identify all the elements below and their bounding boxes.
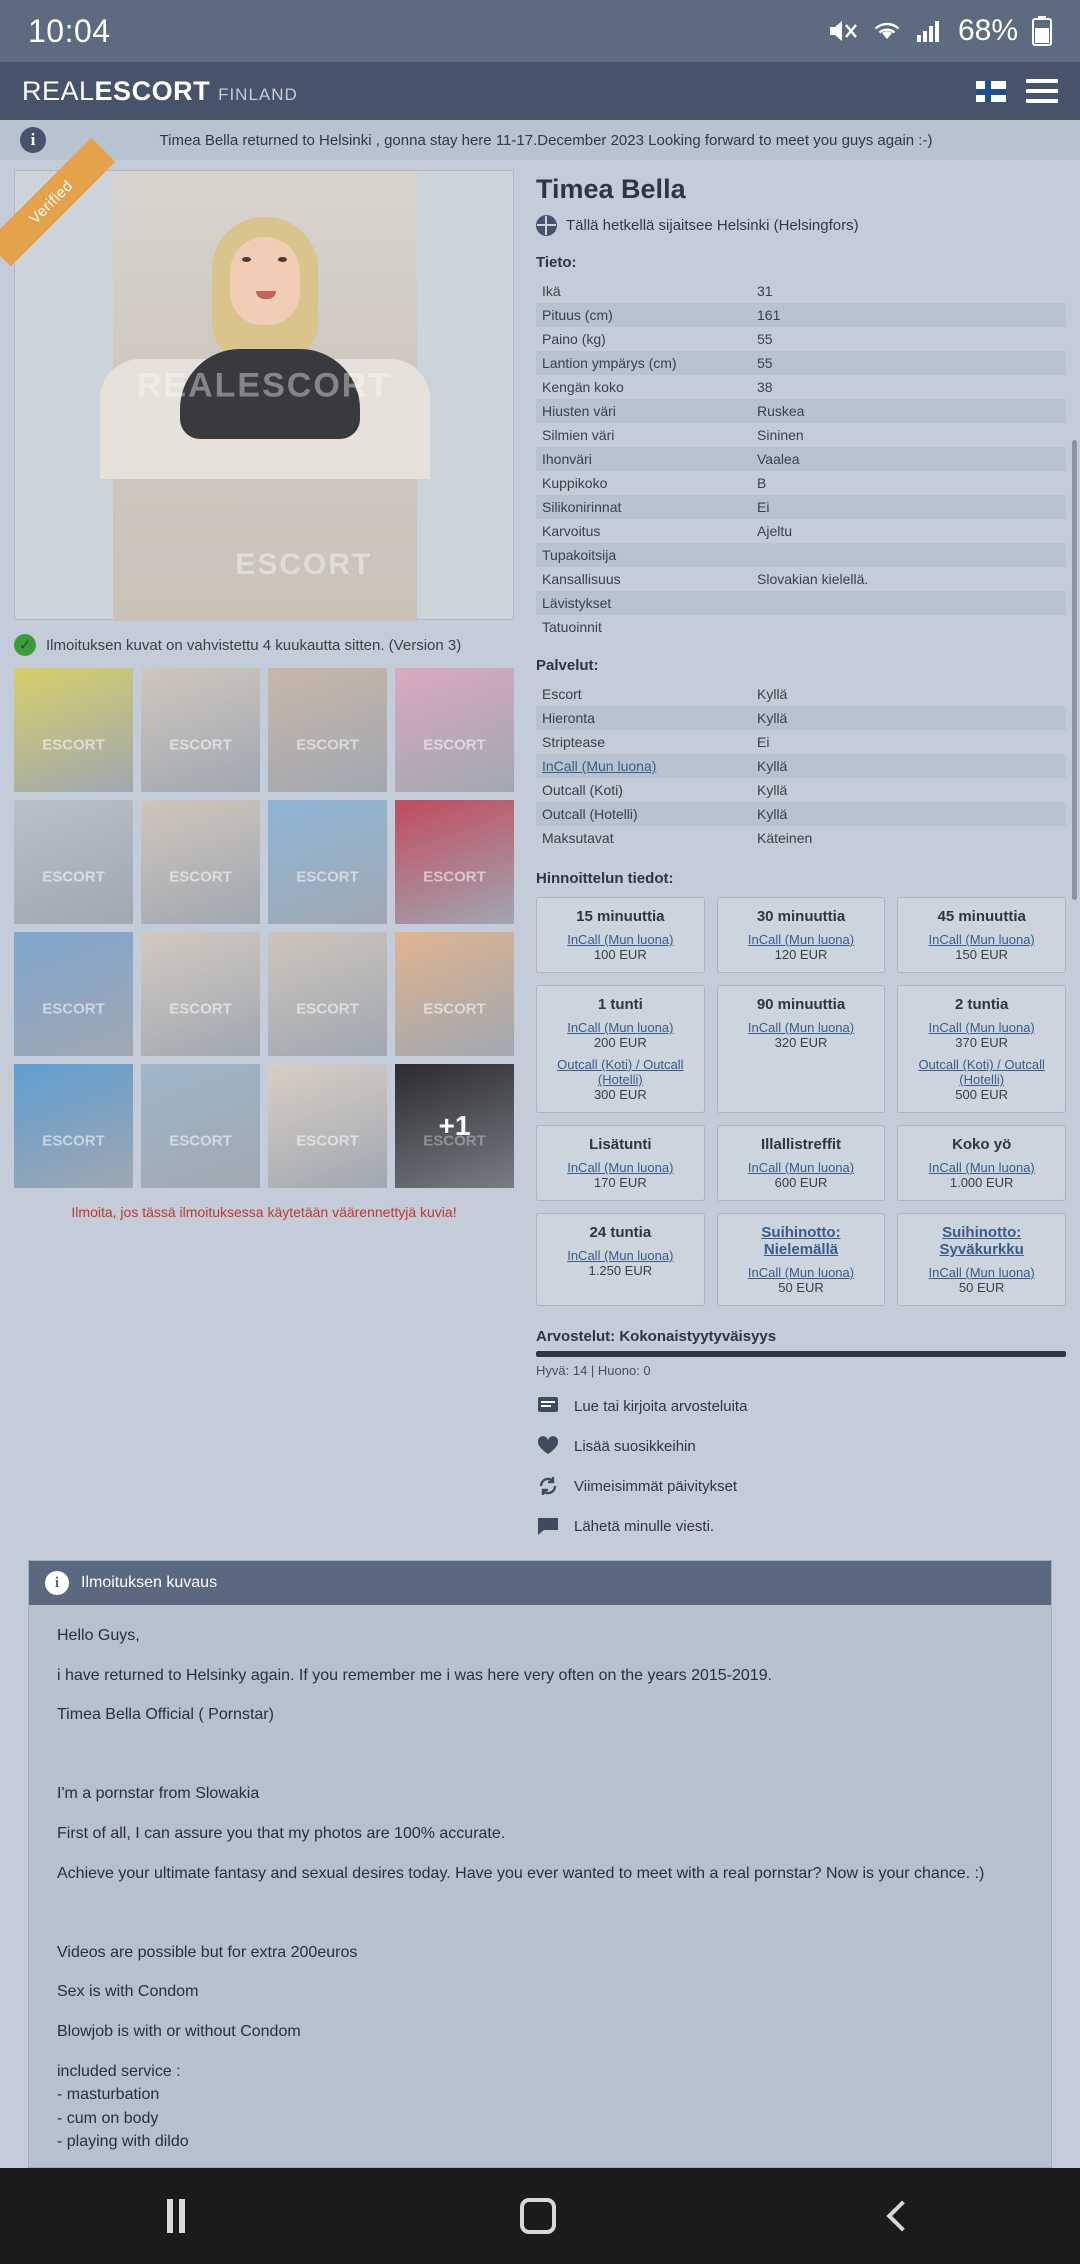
mute-icon [828, 18, 858, 44]
price-type-link[interactable]: InCall (Mun luona) [928, 1160, 1035, 1175]
row-key: Karvoitus [542, 523, 601, 539]
price-card[interactable] [897, 1125, 1066, 1201]
price-type-link[interactable]: InCall (Mun luona) [747, 1265, 855, 1280]
scrollbar[interactable] [1072, 440, 1077, 900]
price-card-title: 90 minuuttia [756, 996, 846, 1013]
description-paragraph: included service : [57, 2062, 181, 2080]
table-row [536, 471, 1066, 495]
row-key: Pituus (cm) [542, 307, 613, 323]
signal-icon [916, 19, 942, 43]
price-card-title: 2 tuntia [954, 996, 1009, 1013]
action-item[interactable] [536, 1474, 1066, 1498]
logo-country: FINLAND [218, 84, 298, 104]
verified-ribbon: Verified [0, 138, 115, 267]
table-row [536, 399, 1066, 423]
price-card-title: 15 minuuttia [576, 908, 665, 925]
pricing-title: Hinnoittelun tiedot: [536, 870, 674, 887]
price-card-title: 1 tunti [597, 996, 643, 1013]
row-value: Käteinen [757, 830, 813, 846]
price-value: 100 EUR [593, 947, 647, 962]
row-value [757, 619, 1060, 635]
description-paragraph: Timea Bella Official ( Pornstar) [57, 1706, 274, 1724]
description-paragraph: Blowjob is with or without Condom [57, 2022, 301, 2040]
details-column [536, 170, 1066, 1538]
row-value: 55 [757, 331, 773, 347]
action-item[interactable] [536, 1394, 1066, 1418]
price-card[interactable] [897, 1213, 1066, 1306]
report-fake-link[interactable]: Ilmoita, jos tässä ilmoituksessa käytetään väärennettyjä kuvia! [71, 1204, 457, 1220]
table-row [536, 706, 1066, 730]
gallery-thumbnail[interactable] [395, 1064, 514, 1188]
gallery-thumbnail[interactable] [141, 800, 260, 924]
table-row [536, 826, 1066, 850]
price-value: 500 EUR [955, 1087, 1009, 1102]
logo-bold: ESCORT [94, 75, 211, 106]
action-item[interactable] [536, 1514, 1066, 1538]
price-card-title[interactable]: Suihinotto: Nielemällä [761, 1224, 841, 1258]
description-panel [28, 1560, 1052, 2168]
photo-watermark: REALESCORT [136, 366, 392, 405]
price-card-title: 45 minuuttia [937, 908, 1026, 925]
gallery-column [14, 170, 514, 1230]
main-photo[interactable] [14, 170, 514, 620]
row-key: Kuppikoko [542, 475, 608, 491]
row-value: 38 [757, 379, 773, 395]
price-card[interactable] [536, 1213, 705, 1306]
row-value: Kyllä [757, 758, 788, 774]
row-key: Lantion ympärys (cm) [542, 355, 677, 371]
rating-summary: Hyvä: 14 | Huono: 0 [536, 1363, 651, 1378]
row-key: Striptease [542, 734, 606, 750]
price-card-title: Lisätunti [589, 1136, 652, 1153]
info-table [536, 279, 1066, 639]
price-value: 200 EUR [593, 1035, 647, 1050]
price-type-link[interactable]: InCall (Mun luona) [567, 1160, 674, 1175]
thumbnail-grid [14, 668, 514, 1188]
row-key: Paino (kg) [542, 331, 606, 347]
pricing-grid [536, 897, 1066, 1306]
price-card[interactable] [897, 897, 1066, 973]
battery-icon [1032, 16, 1052, 46]
location-line [536, 215, 1066, 236]
row-key: Kengän koko [542, 379, 624, 395]
description-paragraph: - masturbation [57, 2086, 160, 2104]
table-row [536, 543, 1066, 567]
action-label: Lähetä minulle viesti. [574, 1517, 715, 1535]
row-value: Kyllä [757, 782, 788, 798]
gallery-more-count[interactable]: +1 [395, 1064, 514, 1188]
row-value: Ei [757, 734, 770, 750]
table-row [536, 682, 1066, 706]
row-key[interactable]: InCall (Mun luona) [542, 758, 657, 774]
gallery-thumbnail[interactable] [14, 800, 133, 924]
price-card[interactable] [717, 1125, 886, 1201]
row-key: Outcall (Hotelli) [542, 806, 638, 822]
row-value: Ajeltu [757, 523, 793, 539]
price-value: 600 EUR [774, 1175, 828, 1190]
table-row [536, 423, 1066, 447]
row-value: Sininen [757, 427, 804, 443]
logo-prefix: REAL [22, 75, 95, 106]
page-title: Timea Bella [536, 174, 686, 204]
description-paragraph: Hello Guys, [57, 1627, 140, 1644]
verification-text: Ilmoituksen kuvat on vahvistettu 4 kuukautta sitten. (Version 3) [46, 636, 462, 654]
table-row [536, 754, 1066, 778]
row-key: Tatuoinnit [542, 619, 602, 635]
row-value: Ei [757, 499, 770, 515]
description-header [29, 1561, 1051, 1605]
row-key: Tupakoitsija [542, 547, 617, 563]
thumbnail-watermark: ESCORT [423, 736, 486, 754]
gallery-thumbnail[interactable] [268, 932, 387, 1056]
thumbnail-watermark: ESCORT [169, 868, 232, 886]
row-value: 161 [757, 307, 781, 323]
table-row [536, 519, 1066, 543]
action-list [536, 1394, 1066, 1538]
gallery-thumbnail[interactable] [14, 668, 133, 792]
row-key: Hieronta [542, 710, 595, 726]
thumbnail-watermark: ESCORT [423, 868, 486, 886]
table-row [536, 730, 1066, 754]
review-icon [536, 1394, 560, 1418]
gallery-thumbnail[interactable] [268, 668, 387, 792]
gallery-thumbnail[interactable] [395, 800, 514, 924]
finland-flag-icon[interactable] [976, 81, 1006, 102]
row-value: 31 [757, 283, 773, 299]
services-title: Palvelut: [536, 657, 599, 674]
row-value: Ruskea [757, 403, 805, 419]
price-type-link[interactable]: InCall (Mun luona) [747, 1020, 855, 1035]
table-row [536, 591, 1066, 615]
description-paragraph: First of all, I can assure you that my photos are 100% accurate. [57, 1824, 506, 1842]
services-table [536, 682, 1066, 850]
gallery-thumbnail[interactable] [395, 932, 514, 1056]
thumbnail-watermark: ESCORT [42, 868, 105, 886]
row-key: Maksutavat [542, 830, 614, 846]
thumbnail-watermark: ESCORT [42, 1132, 105, 1150]
price-value: 1.000 EUR [949, 1175, 1014, 1190]
globe-icon [536, 215, 557, 236]
gallery-thumbnail[interactable] [14, 1064, 133, 1188]
info-title: Tieto: [536, 254, 577, 271]
description-paragraph: Sex is with Condom [57, 1983, 199, 2001]
price-card-title: 30 minuuttia [756, 908, 846, 925]
row-value: Vaalea [757, 451, 800, 467]
notice-message: Timea Bella returned to Helsinki , gonna stay here 11-17.December 2023 Looking forward to meet you guys again :-) [159, 131, 933, 149]
gallery-thumbnail[interactable] [268, 800, 387, 924]
row-value: Kyllä [757, 686, 788, 702]
price-type-link[interactable]: InCall (Mun luona) [928, 932, 1035, 947]
gallery-thumbnail[interactable] [395, 668, 514, 792]
row-key: Lävistykset [542, 595, 612, 611]
notice-bar [0, 120, 1080, 160]
thumbnail-watermark: ESCORT [423, 1132, 486, 1150]
check-icon: ✓ [14, 634, 36, 656]
gallery-thumbnail[interactable] [141, 932, 260, 1056]
message-icon [536, 1514, 560, 1538]
price-card-title: Koko yö [952, 1136, 1012, 1153]
thumbnail-watermark: ESCORT [296, 1132, 359, 1150]
table-row [536, 447, 1066, 471]
home-button[interactable] [520, 2198, 556, 2234]
action-item[interactable] [536, 1434, 1066, 1458]
price-value: 370 EUR [955, 1035, 1009, 1050]
description-paragraph: i have returned to Helsinky again. If you remember me i was here very often on the years 2015-2019. [57, 1666, 773, 1684]
thumbnail-watermark: ESCORT [169, 1000, 232, 1018]
price-value: 50 EUR [958, 1280, 1005, 1295]
price-type-link[interactable]: InCall (Mun luona) [928, 1020, 1035, 1035]
table-row [536, 778, 1066, 802]
header-actions [976, 79, 1058, 103]
status-bar [0, 0, 1080, 62]
price-type-link[interactable]: Outcall (Koti) / Outcall (Hotelli) [918, 1057, 1045, 1087]
price-card-title: 24 tuntia [589, 1224, 652, 1241]
price-type-link[interactable]: InCall (Mun luona) [567, 1248, 674, 1263]
price-card-title[interactable]: Suihinotto: Syväkurkku [939, 1224, 1024, 1258]
gallery-thumbnail[interactable] [268, 1064, 387, 1188]
refresh-icon [536, 1474, 560, 1498]
verification-note [14, 634, 514, 656]
recent-apps-button[interactable] [167, 2199, 185, 2233]
info-icon: i [45, 1571, 69, 1595]
price-card[interactable] [536, 1125, 705, 1201]
wifi-icon [872, 19, 902, 43]
rating-bar [536, 1351, 1066, 1357]
heart-icon [536, 1434, 560, 1458]
row-key: Ikä [542, 283, 561, 299]
action-label: Lue tai kirjoita arvosteluita [574, 1397, 748, 1415]
thumbnail-watermark: ESCORT [169, 736, 232, 754]
price-type-link[interactable]: Outcall (Koti) / Outcall (Hotelli) [557, 1057, 684, 1087]
description-paragraph: Achieve your ultimate fantasy and sexual desires today. Have you ever wanted to meet with a real pornstar? Now is your chance. :) [57, 1864, 985, 1882]
description-paragraph [57, 1746, 1023, 1764]
price-card[interactable] [717, 897, 886, 973]
row-key: Hiusten väri [542, 403, 616, 419]
row-value [757, 547, 1060, 563]
description-paragraph: I'm a pornstar from Slowakia [57, 1785, 260, 1803]
description-header-label: Ilmoituksen kuvaus [81, 1574, 218, 1591]
thumbnail-watermark: ESCORT [423, 1000, 486, 1018]
price-card[interactable] [717, 985, 886, 1113]
price-card[interactable] [536, 985, 705, 1113]
description-paragraph [57, 1904, 1023, 1922]
thumbnail-watermark: ESCORT [42, 1000, 105, 1018]
price-type-link[interactable]: InCall (Mun luona) [747, 932, 855, 947]
price-value: 120 EUR [774, 947, 828, 962]
location-text: Tällä hetkellä sijaitsee Helsinki (Helsingfors) [566, 217, 859, 234]
row-value: Slovakian kielellä. [757, 571, 869, 587]
hamburger-menu-icon[interactable] [1026, 79, 1058, 103]
description-paragraph: Videos are possible but for extra 200euros [57, 1943, 358, 1961]
gallery-thumbnail[interactable] [141, 1064, 260, 1188]
row-value: Kyllä [757, 806, 788, 822]
row-key: Silmien väri [542, 427, 615, 443]
price-type-link[interactable]: InCall (Mun luona) [747, 1160, 855, 1175]
back-button[interactable] [886, 2200, 917, 2231]
status-clock: 10:04 [28, 12, 111, 49]
row-key: Ihonväri [542, 451, 592, 467]
price-value: 150 EUR [955, 947, 1009, 962]
system-nav-bar [0, 2168, 1080, 2264]
price-card-title: Illallistreffit [760, 1136, 841, 1153]
row-key: Escort [542, 686, 582, 702]
row-key: Silikonirinnat [542, 499, 622, 515]
description-body [29, 1605, 1051, 2167]
thumbnail-watermark: ESCORT [296, 736, 359, 754]
thumbnail-watermark: ESCORT [42, 736, 105, 754]
table-row [536, 375, 1066, 399]
photo-watermark-secondary: ESCORT [235, 548, 373, 582]
price-value: 320 EUR [774, 1035, 828, 1050]
row-value: Kyllä [757, 710, 788, 726]
status-icons [828, 14, 1052, 48]
row-key: Outcall (Koti) [542, 782, 623, 798]
info-icon: i [20, 127, 46, 153]
table-row [536, 303, 1066, 327]
price-value: 1.250 EUR [588, 1263, 653, 1278]
thumbnail-watermark: ESCORT [169, 1132, 232, 1150]
battery-percent: 68% [957, 14, 1018, 47]
row-value: B [757, 475, 767, 491]
table-row [536, 615, 1066, 639]
table-row [536, 495, 1066, 519]
price-type-link[interactable]: InCall (Mun luona) [567, 1020, 674, 1035]
price-type-link[interactable]: InCall (Mun luona) [928, 1265, 1035, 1280]
price-value: 50 EUR [778, 1280, 824, 1295]
price-type-link[interactable]: InCall (Mun luona) [567, 932, 674, 947]
table-row [536, 567, 1066, 591]
row-value [757, 595, 1060, 611]
table-row [536, 327, 1066, 351]
price-card[interactable] [536, 897, 705, 973]
rating-title: Arvostelut: Kokonaistyytyväisyys [536, 1328, 777, 1345]
thumbnail-watermark: ESCORT [296, 1000, 359, 1018]
price-value: 170 EUR [593, 1175, 647, 1190]
site-header [0, 62, 1080, 120]
table-row [536, 802, 1066, 826]
thumbnail-watermark: ESCORT [296, 868, 359, 886]
description-paragraph: - cum on body [57, 2109, 159, 2127]
action-label: Viimeisimmät päivitykset [574, 1477, 738, 1495]
row-key: Kansallisuus [542, 571, 621, 587]
action-label: Lisää suosikkeihin [574, 1437, 696, 1455]
table-row [536, 279, 1066, 303]
table-row [536, 351, 1066, 375]
site-logo[interactable] [22, 76, 298, 107]
price-value: 300 EUR [593, 1087, 647, 1102]
gallery-thumbnail[interactable] [141, 668, 260, 792]
price-card[interactable] [717, 1213, 886, 1306]
description-paragraph: - playing with dildo [57, 2133, 189, 2151]
gallery-thumbnail[interactable] [14, 932, 133, 1056]
page-content [0, 160, 1080, 2168]
row-value: 55 [757, 355, 773, 371]
price-card[interactable] [897, 985, 1066, 1113]
